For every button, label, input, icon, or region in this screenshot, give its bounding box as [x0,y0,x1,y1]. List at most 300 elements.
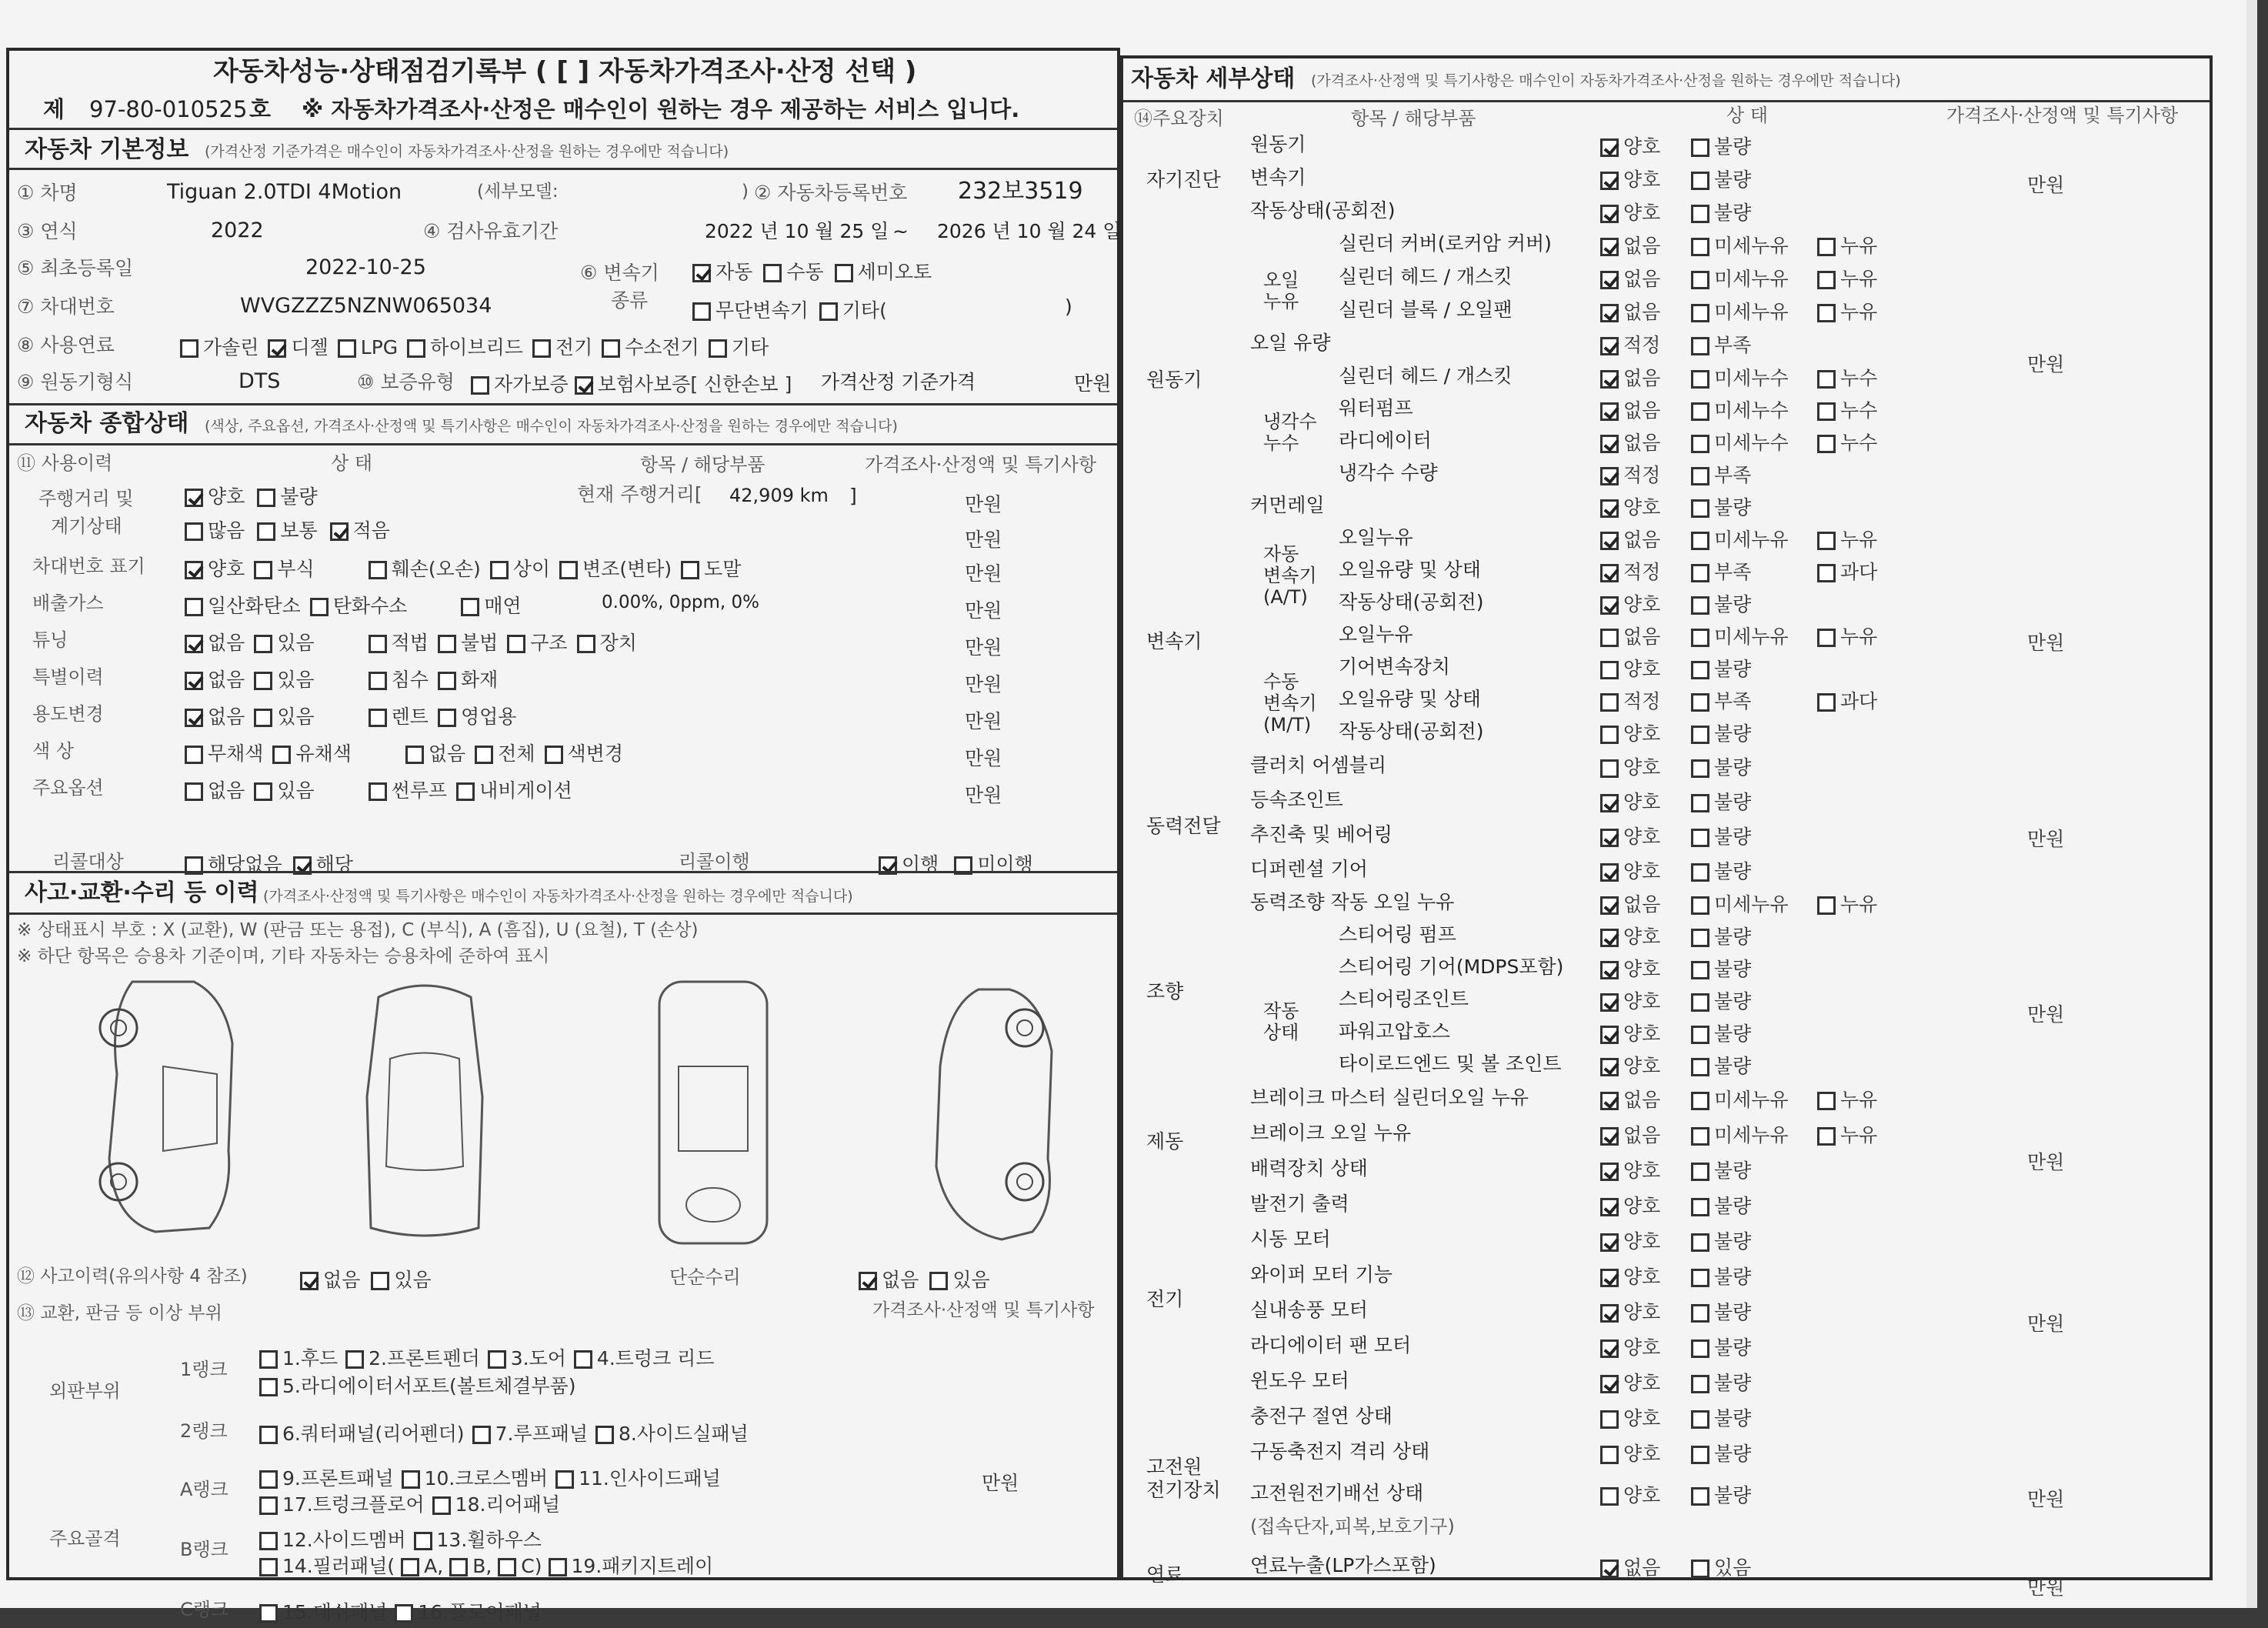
checkbox[interactable] [1600,661,1619,679]
checkbox[interactable] [1817,271,1836,289]
checkbox[interactable] [1691,993,1709,1012]
checkbox-option[interactable] [471,369,569,397]
checkbox-option[interactable] [1817,363,1886,391]
checkbox[interactable] [1600,1058,1619,1076]
checkbox-option[interactable] [1817,622,1886,649]
checkbox-option[interactable] [369,702,429,729]
checkbox-option[interactable] [1691,1120,1806,1148]
checkbox[interactable] [1817,304,1836,322]
checkbox-option[interactable] [1600,198,1680,225]
checkbox-option[interactable] [1691,719,1806,746]
checkbox-option[interactable] [559,554,672,582]
checkbox-option[interactable] [185,482,245,509]
checkbox-option[interactable] [254,702,314,729]
checkbox-option[interactable] [1691,856,1806,884]
checkbox-option[interactable] [1600,460,1680,488]
checkbox-option[interactable] [1600,297,1680,325]
checkbox-option[interactable] [1691,1368,1806,1396]
checkbox-option[interactable] [254,665,314,692]
checkbox[interactable] [575,376,593,395]
checkbox[interactable] [1691,370,1709,389]
checkbox[interactable] [1691,961,1709,979]
checkbox-option[interactable] [709,332,769,360]
checkbox[interactable] [692,302,711,321]
checkbox[interactable] [259,1604,278,1623]
checkbox-option[interactable] [1600,787,1680,815]
checkbox[interactable] [1600,172,1619,190]
checkbox[interactable] [1600,1304,1619,1323]
checkbox[interactable] [1691,1163,1709,1181]
checkbox-option[interactable] [1600,822,1680,849]
checkbox[interactable] [1600,929,1619,947]
checkbox-option[interactable] [180,332,258,360]
checkbox[interactable] [1691,467,1709,485]
checkbox[interactable] [371,1272,389,1290]
checkbox-option[interactable] [1600,589,1680,617]
checkbox-option[interactable] [407,332,523,360]
checkbox[interactable] [259,1378,278,1396]
checkbox[interactable] [432,1496,451,1515]
checkbox-option[interactable] [1600,686,1680,714]
checkbox[interactable] [185,746,203,764]
checkbox-option[interactable] [310,591,408,619]
checkbox-option[interactable] [1691,395,1806,423]
checkbox[interactable] [1691,629,1709,647]
checkbox-option[interactable] [545,739,623,766]
checkbox[interactable] [345,1350,364,1369]
checkbox-option[interactable] [259,1597,387,1625]
checkbox-option[interactable] [259,1551,395,1579]
checkbox[interactable] [185,672,203,690]
checkbox-option[interactable] [1600,557,1680,585]
checkbox[interactable] [1600,304,1619,322]
checkbox-option[interactable] [1600,1120,1680,1148]
checkbox[interactable] [1691,172,1709,190]
checkbox[interactable] [1691,661,1709,679]
checkbox-option[interactable] [1691,330,1806,358]
checkbox-option[interactable] [475,739,535,766]
checkbox[interactable] [1600,238,1619,256]
checkbox[interactable] [254,782,272,801]
checkbox[interactable] [272,746,291,764]
checkbox[interactable] [438,635,456,653]
checkbox[interactable] [1691,304,1709,322]
checkbox-option[interactable] [456,776,572,803]
checkbox-option[interactable] [1817,1085,1886,1113]
checkbox-option[interactable] [1600,132,1680,159]
checkbox-option[interactable] [259,1371,575,1399]
checkbox-option[interactable] [1691,954,1806,982]
checkbox[interactable] [859,1272,877,1290]
checkbox-option[interactable] [185,554,245,582]
checkbox[interactable] [835,264,853,282]
checkbox-option[interactable] [268,332,328,360]
checkbox[interactable] [369,561,387,579]
checkbox-option[interactable] [1691,1333,1806,1360]
checkbox-option[interactable] [1817,557,1886,585]
checkbox-option[interactable] [1691,363,1806,391]
checkbox[interactable] [180,339,198,358]
checkbox-option[interactable] [438,665,498,692]
checkbox[interactable] [1600,532,1619,550]
checkbox[interactable] [257,522,275,541]
checkbox[interactable] [1691,271,1709,289]
checkbox-option[interactable] [595,1419,749,1446]
checkbox[interactable] [1691,759,1709,778]
checkbox[interactable] [555,1470,574,1489]
checkbox[interactable] [1600,993,1619,1012]
checkbox[interactable] [369,782,387,801]
checkbox-option[interactable] [1817,525,1886,552]
checkbox-option[interactable] [577,628,637,656]
checkbox[interactable] [488,1350,506,1369]
checkbox-option[interactable] [414,1525,542,1553]
checkbox[interactable] [1691,564,1709,582]
checkbox-option[interactable] [1691,1553,1806,1580]
checkbox-option[interactable] [1600,330,1680,358]
checkbox-option[interactable] [1691,1085,1806,1113]
checkbox[interactable] [185,635,203,653]
checkbox-option[interactable] [1600,492,1680,520]
checkbox[interactable] [471,376,489,395]
checkbox[interactable] [259,1350,278,1369]
checkbox-option[interactable] [1817,686,1886,714]
checkbox-option[interactable] [1691,889,1806,917]
checkbox[interactable] [1600,693,1619,712]
checkbox-option[interactable] [1817,264,1886,292]
checkbox[interactable] [1817,693,1836,712]
checkbox-option[interactable] [1691,1191,1806,1219]
checkbox[interactable] [369,635,387,653]
checkbox-option[interactable] [401,1555,443,1577]
checkbox[interactable] [1691,596,1709,615]
checkbox-option[interactable] [929,1265,989,1293]
checkbox[interactable] [490,561,509,579]
checkbox[interactable] [1600,1487,1619,1506]
checkbox[interactable] [1691,1233,1709,1252]
checkbox[interactable] [1691,863,1709,882]
checkbox[interactable] [1600,138,1619,157]
checkbox-option[interactable] [1691,198,1806,225]
checkbox[interactable] [1600,564,1619,582]
checkbox[interactable] [1600,1163,1619,1181]
checkbox-option[interactable] [1691,922,1806,949]
checkbox-option[interactable] [1817,1120,1886,1148]
checkbox[interactable] [507,635,525,653]
checkbox-option[interactable] [1691,654,1806,682]
checkbox-option[interactable] [438,628,498,656]
checkbox-option[interactable] [1600,395,1680,423]
checkbox-option[interactable] [1600,654,1680,682]
checkbox[interactable] [1600,271,1619,289]
checkbox-option[interactable] [1600,428,1680,455]
checkbox-option[interactable] [1691,1262,1806,1289]
checkbox-option[interactable] [369,554,481,582]
checkbox[interactable] [1600,1410,1619,1429]
checkbox-option[interactable] [1600,922,1680,949]
checkbox-option[interactable] [1600,1051,1680,1079]
checkbox[interactable] [1600,337,1619,355]
checkbox[interactable] [1817,532,1836,550]
checkbox[interactable] [1600,1339,1619,1358]
checkbox-option[interactable] [1600,1019,1680,1046]
checkbox[interactable] [1600,1198,1619,1216]
checkbox-option[interactable] [257,482,317,509]
checkbox[interactable] [1600,1092,1619,1110]
checkbox-option[interactable] [1691,1480,1806,1508]
checkbox[interactable] [1691,337,1709,355]
checkbox-option[interactable] [1817,395,1886,423]
checkbox-option[interactable] [1691,460,1806,488]
checkbox-option[interactable] [259,1525,406,1553]
checkbox[interactable] [1691,205,1709,223]
checkbox[interactable] [1691,1269,1709,1287]
checkbox[interactable] [1691,1026,1709,1044]
checkbox[interactable] [498,1558,516,1576]
checkbox[interactable] [259,1470,278,1489]
checkbox-option[interactable] [575,369,792,397]
checkbox[interactable] [369,672,387,690]
checkbox-option[interactable] [1600,231,1680,259]
checkbox-option[interactable] [395,1597,542,1625]
checkbox-option[interactable] [602,332,699,360]
checkbox[interactable] [1691,1410,1709,1429]
checkbox-option[interactable] [1691,622,1806,649]
checkbox[interactable] [259,1426,278,1444]
checkbox[interactable] [1600,1560,1619,1578]
checkbox[interactable] [819,302,838,321]
checkbox[interactable] [268,339,286,358]
checkbox-option[interactable] [1600,165,1680,192]
checkbox-option[interactable] [1817,297,1886,325]
checkbox[interactable] [1600,205,1619,223]
checkbox-option[interactable] [185,591,301,619]
checkbox[interactable] [1691,1198,1709,1216]
checkbox[interactable] [559,561,578,579]
checkbox[interactable] [1600,467,1619,485]
checkbox[interactable] [1817,238,1836,256]
checkbox-option[interactable] [432,1490,560,1517]
checkbox-option[interactable] [338,336,398,359]
checkbox[interactable] [1691,1092,1709,1110]
checkbox[interactable] [1691,1058,1709,1076]
checkbox[interactable] [602,339,620,358]
checkbox[interactable] [310,598,329,616]
checkbox[interactable] [1817,1127,1836,1146]
checkbox[interactable] [1691,726,1709,744]
checkbox[interactable] [1691,829,1709,847]
checkbox-option[interactable] [488,1343,566,1371]
checkbox-option[interactable] [259,1419,465,1446]
checkbox-option[interactable] [1817,889,1886,917]
checkbox[interactable] [549,1558,567,1576]
checkbox-option[interactable] [1691,787,1806,815]
checkbox-option[interactable] [1691,1226,1806,1254]
checkbox[interactable] [1600,863,1619,882]
checkbox-option[interactable] [1691,428,1806,455]
checkbox-option[interactable] [692,257,752,285]
checkbox-option[interactable] [272,739,351,766]
checkbox[interactable] [1600,726,1619,744]
checkbox[interactable] [185,598,203,616]
checkbox[interactable] [1600,794,1619,812]
checkbox-option[interactable] [1817,428,1886,455]
checkbox-option[interactable] [257,515,317,543]
checkbox[interactable] [300,1272,319,1290]
checkbox[interactable] [1691,1560,1709,1578]
checkbox-option[interactable] [1600,1262,1680,1289]
checkbox-option[interactable] [532,332,592,360]
checkbox[interactable] [401,1558,419,1576]
checkbox-option[interactable] [1691,264,1806,292]
checkbox[interactable] [1600,402,1619,421]
checkbox[interactable] [1691,435,1709,453]
checkbox-option[interactable] [185,776,245,803]
checkbox[interactable] [1691,929,1709,947]
checkbox-option[interactable] [1691,165,1806,192]
checkbox[interactable] [259,1532,278,1550]
checkbox-option[interactable] [1600,954,1680,982]
checkbox-option[interactable] [1600,1403,1680,1431]
checkbox-option[interactable] [498,1555,542,1577]
checkbox-option[interactable] [1691,297,1806,325]
checkbox[interactable] [438,709,456,727]
checkbox[interactable] [449,1558,468,1576]
checkbox-option[interactable] [1600,1333,1680,1360]
checkbox[interactable] [259,1558,278,1576]
checkbox-option[interactable] [185,739,263,766]
checkbox-option[interactable] [507,628,567,656]
checkbox[interactable] [369,709,387,727]
checkbox[interactable] [545,746,563,764]
checkbox-option[interactable] [1600,856,1680,884]
checkbox-option[interactable] [1691,752,1806,780]
checkbox-option[interactable] [859,1265,919,1293]
checkbox-option[interactable] [330,515,390,543]
checkbox[interactable] [1691,532,1709,550]
checkbox-option[interactable] [254,776,314,803]
checkbox[interactable] [1691,1375,1709,1393]
checkbox-option[interactable] [1817,231,1886,259]
checkbox-option[interactable] [1691,1297,1806,1325]
checkbox-option[interactable] [1600,363,1680,391]
checkbox-option[interactable] [1691,132,1806,159]
checkbox[interactable] [185,522,203,541]
checkbox-option[interactable] [1691,1019,1806,1046]
checkbox-option[interactable] [185,665,245,692]
checkbox[interactable] [1600,1127,1619,1146]
checkbox-option[interactable] [405,739,465,766]
checkbox[interactable] [1691,1127,1709,1146]
checkbox[interactable] [405,746,424,764]
checkbox[interactable] [414,1532,432,1550]
checkbox[interactable] [692,264,711,282]
checkbox[interactable] [330,522,349,541]
checkbox-option[interactable] [1691,589,1806,617]
checkbox[interactable] [1817,896,1836,915]
checkbox[interactable] [185,782,203,801]
checkbox-option[interactable] [574,1343,715,1371]
checkbox[interactable] [1600,1446,1619,1464]
checkbox-option[interactable] [1600,525,1680,552]
checkbox[interactable] [1600,499,1619,518]
checkbox[interactable] [1691,1446,1709,1464]
checkbox-option[interactable] [259,1490,425,1517]
checkbox[interactable] [254,672,272,690]
checkbox-option[interactable] [1691,231,1806,259]
checkbox-option[interactable] [472,1419,588,1446]
checkbox-option[interactable] [1691,1403,1806,1431]
checkbox-option[interactable] [1600,622,1680,649]
checkbox[interactable] [456,782,475,801]
checkbox-option[interactable] [692,295,809,323]
checkbox[interactable] [1817,402,1836,421]
checkbox[interactable] [402,1470,420,1489]
checkbox-option[interactable] [259,1463,394,1491]
checkbox-option[interactable] [1691,1156,1806,1183]
checkbox[interactable] [338,339,356,358]
checkbox[interactable] [254,709,272,727]
checkbox[interactable] [1600,370,1619,389]
checkbox-option[interactable] [1600,719,1680,746]
checkbox-option[interactable] [1691,686,1806,714]
checkbox[interactable] [1691,794,1709,812]
checkbox-option[interactable] [369,776,447,803]
checkbox-option[interactable] [438,702,516,729]
checkbox[interactable] [577,635,595,653]
checkbox-option[interactable] [1691,557,1806,585]
checkbox[interactable] [929,1272,948,1290]
checkbox-option[interactable] [449,1555,492,1577]
checkbox-option[interactable] [549,1551,714,1579]
checkbox[interactable] [259,1496,278,1515]
checkbox[interactable] [1691,1304,1709,1323]
checkbox[interactable] [1600,629,1619,647]
checkbox[interactable] [254,561,272,579]
checkbox[interactable] [1817,370,1836,389]
checkbox[interactable] [1691,896,1709,915]
checkbox[interactable] [1691,1487,1709,1506]
checkbox-option[interactable] [402,1463,549,1491]
checkbox[interactable] [1691,402,1709,421]
checkbox-option[interactable] [369,665,429,692]
checkbox-option[interactable] [254,554,314,582]
checkbox[interactable] [1600,596,1619,615]
checkbox[interactable] [1600,1269,1619,1287]
checkbox[interactable] [257,489,275,507]
checkbox-option[interactable] [681,554,741,582]
checkbox-option[interactable] [1600,889,1680,917]
checkbox-option[interactable] [1691,986,1806,1014]
checkbox[interactable] [1600,1233,1619,1252]
checkbox[interactable] [185,489,203,507]
checkbox[interactable] [475,746,493,764]
checkbox-option[interactable] [555,1463,721,1491]
checkbox-option[interactable] [185,515,245,543]
checkbox-option[interactable] [1600,1439,1680,1466]
checkbox-option[interactable] [1600,1226,1680,1254]
checkbox-option[interactable] [819,295,887,323]
checkbox[interactable] [1600,435,1619,453]
checkbox[interactable] [1691,238,1709,256]
checkbox[interactable] [763,264,782,282]
checkbox-option[interactable] [490,554,550,582]
checkbox-option[interactable] [345,1343,480,1371]
checkbox-option[interactable] [1600,1297,1680,1325]
checkbox[interactable] [1691,1339,1709,1358]
checkbox[interactable] [1600,961,1619,979]
checkbox[interactable] [407,339,425,358]
